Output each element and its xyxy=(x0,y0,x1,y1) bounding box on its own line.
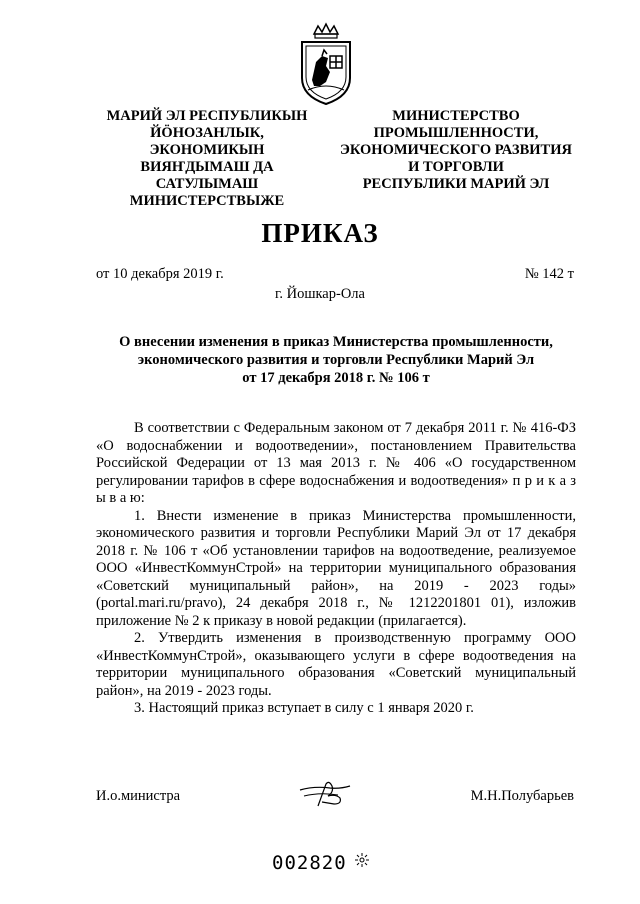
subject-line: экономического развития и торговли Республики Марий Эл xyxy=(137,352,535,368)
header-right-line: ЭКОНОМИЧЕСКОГО РАЗВИТИЯ xyxy=(340,142,572,158)
body-paragraph: 3. Настоящий приказ вступает в силу с 1 января 2020 г. xyxy=(134,700,474,716)
body-paragraph: 1. Внести изменение в приказ Министерства промышленности, экономического развития и торговли Республики Марий Эл от 17 декабря 2018 г. № 106 т «Об установлении тарифов на водоотведение, реализуемое ООО «ИнвестКоммунСтрой» на территории муниципального образования «Советский муниципальный район», на 2019 - 2023 годы» (portal.mari.ru/pravo), 24 декабря 2018 г., № 1212201801 01), изложив приложение № 2 к приказу в новой редакции (прилагается). xyxy=(96,507,576,629)
header-right-block xyxy=(338,108,574,193)
document-title: ПРИКАЗ xyxy=(261,218,379,248)
document-number: № 142 т xyxy=(524,266,574,282)
body-paragraph: 2. Утвердить изменения в производственную программу ООО «ИнвестКоммунСтрой», оказывающего услуги в сфере водоотведения на территории муниципального образования «Советский муниципальный район», на 2019 - 2023 годы. xyxy=(96,630,576,699)
asterisk-icon xyxy=(355,853,369,867)
signatory-name: М.Н.Полубарьев xyxy=(470,788,574,804)
header-right-line: И ТОРГОВЛИ xyxy=(408,159,504,175)
body-paragraph: В соответствии с Федеральным законом от 7 декабря 2011 г. № 416-ФЗ «О водоснабжении и водоотведении», постановлением Правительства Российской Федерации от 13 мая 2013 г. № 406 «О государственном регулировании тарифов в сфере водоснабжения и водоотведения» п р и к а з ы в а ю: xyxy=(96,420,576,506)
header-left-line: ВИЯҤДЫМАШ ДА xyxy=(140,159,274,175)
header-left-block xyxy=(96,108,318,210)
header-left-line: САТУЛЫМАШ xyxy=(155,176,259,192)
document-subject xyxy=(96,333,576,387)
handwritten-signature xyxy=(296,776,358,810)
header-right-line: РЕСПУБЛИКИ МАРИЙ ЭЛ xyxy=(362,176,550,192)
document-body xyxy=(96,420,576,718)
header-left-line: ЙÖНОЗАНЛЫК, ЭКОНОМИКЫН xyxy=(149,125,265,158)
document-date: от 10 декабря 2019 г. xyxy=(96,266,224,282)
coat-of-arms-icon xyxy=(296,20,356,106)
document-city: г. Йошкар-Ола xyxy=(275,286,365,302)
subject-line: О внесении изменения в приказ Министерства промышленности, xyxy=(119,334,553,350)
header-left-line: МАРИЙ ЭЛ РЕСПУБЛИКЫН xyxy=(106,108,308,124)
header-right-line: ПРОМЫШЛЕННОСТИ, xyxy=(373,125,539,141)
signatory-role: И.о.министра xyxy=(96,788,181,804)
header-right-line: МИНИСТЕРСТВО xyxy=(392,108,520,124)
serial-number: 002820 xyxy=(272,852,347,874)
subject-line: от 17 декабря 2018 г. № 106 т xyxy=(242,370,430,386)
header-left-line: МИНИСТЕРСТВЫЖЕ xyxy=(129,193,285,209)
